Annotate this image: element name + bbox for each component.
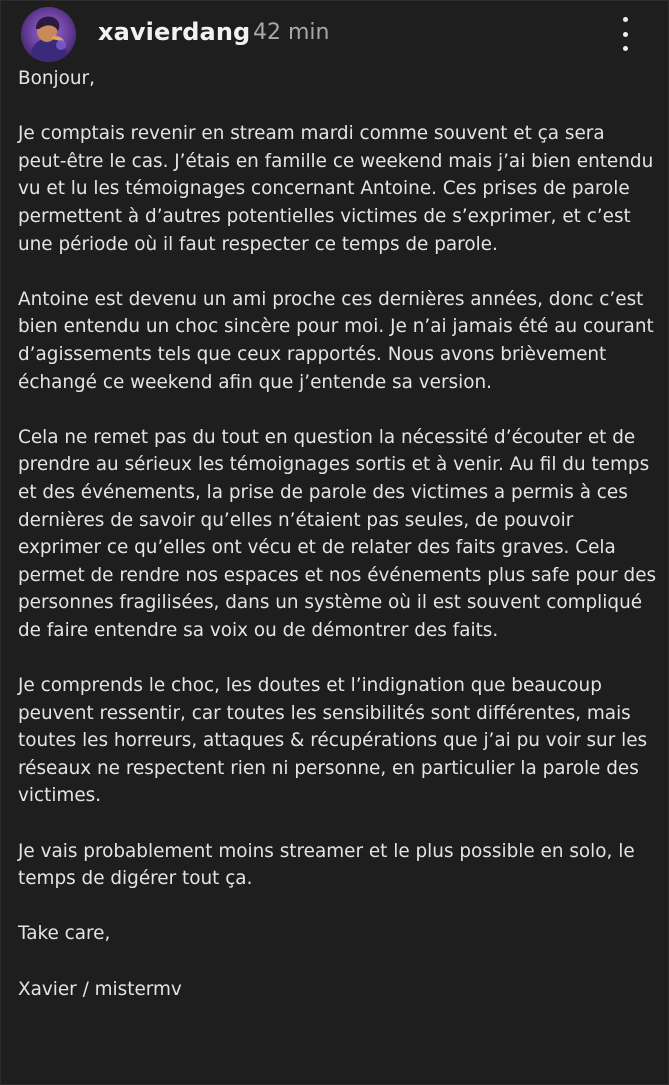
more-vertical-icon [623, 17, 628, 22]
post-body [18, 65, 658, 1003]
more-vertical-icon [623, 32, 628, 37]
post-signoff: Take care, [18, 923, 111, 945]
post-paragraph-greeting: Bonjour, [18, 68, 95, 89]
post-paragraph: Je comptais revenir en stream mardi comme souvent et ça sera peut-être le cas. J’étais en famille ce weekend mais j’ai bien entendu vu et lu les témoignages concernant Antoine. Ces prises de parole permettent à d’autres potentielles victimes de s’exprimer, et c’est une période où il faut respecter ce temps de parole. [18, 123, 654, 255]
more-vertical-icon [623, 46, 628, 51]
post-paragraph: Antoine est devenu un ami proche ces dernières années, donc c’est bien entendu un choc sincère pour moi. Je n’ai jamais été au courant d’agissements tels que ceux rapportés. Nous avons brièvement échangé ce weekend afin que j’entende sa version. [18, 288, 654, 393]
profile-avatar-icon [21, 7, 76, 62]
post-paragraph: Je comprends le choc, les doutes et l’indignation que beaucoup peuvent ressentir, car toutes les sensibilités sont différentes, mais toutes les horreurs, attaques & récupérations que j’ai pu voir sur les réseaux ne respectent rien ni personne, en particulier la parole des victimes. [18, 675, 648, 807]
more-options-button[interactable] [609, 17, 641, 51]
post-timestamp: 42 min [253, 20, 330, 45]
post-paragraph: Cela ne remet pas du tout en question la nécessité d’écouter et de prendre au sérieux les témoignages sortis et à venir. Au fil du temps et des événements, la prise de parole des victimes a permis à ces dernières de savoir qu’elles n’étaient pas seules, de pouvoir exprimer ce qu’elles ont vécu et de relater des faits graves. Cela permet de rendre nos espaces et nos événements plus safe pour des personnes fragilisées, dans un système où il est souvent compliqué de faire entendre sa voix ou de démontrer des faits. [18, 426, 657, 641]
avatar[interactable] [21, 7, 76, 62]
author-username[interactable]: xavierdang [98, 18, 251, 46]
post-header [1, 1, 669, 67]
post-paragraph: Je vais probablement moins streamer et le plus possible en solo, le temps de digérer tout ça. [18, 840, 635, 890]
post-signature: Xavier / mistermv [18, 978, 182, 1000]
